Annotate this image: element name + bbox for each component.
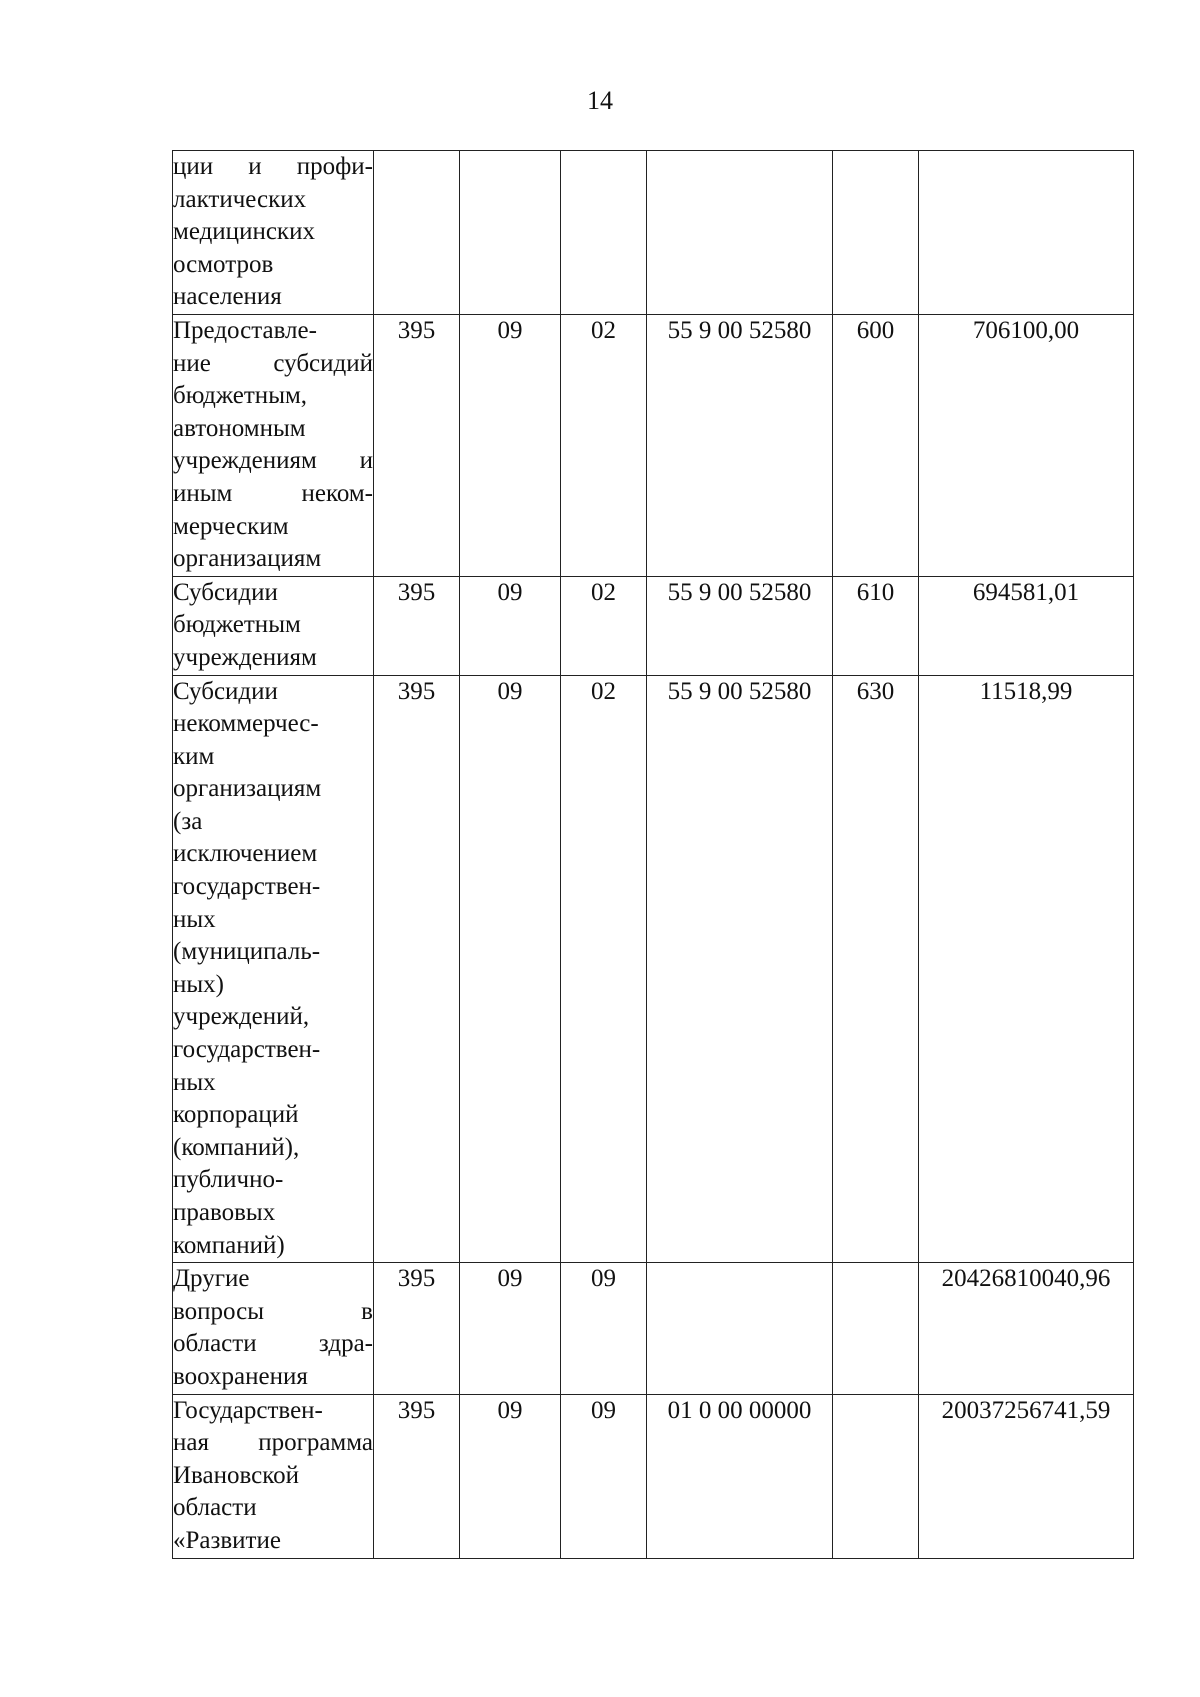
cell-item-name [173, 675, 374, 1263]
cell-amount: 20037256741,59 [919, 1394, 1134, 1558]
item-name-line: воохранения [173, 1362, 308, 1390]
item-name-line: лактических [173, 185, 307, 213]
item-name-line: ных) [173, 970, 225, 998]
item-name-line: учреждениям и [173, 447, 373, 475]
cell-expense-type: 600 [833, 314, 919, 576]
item-name-line: организациям [173, 775, 322, 803]
cell-admin-code [374, 151, 460, 315]
cell-subsection: 09 [561, 1394, 647, 1558]
item-name-line: ных [173, 1068, 216, 1096]
cell-item-name [173, 314, 374, 576]
cell-subsection: 02 [561, 675, 647, 1263]
cell-expense-type: 630 [833, 675, 919, 1263]
table-row [173, 576, 1134, 675]
item-name-line: корпораций [173, 1101, 299, 1129]
table-row [173, 314, 1134, 576]
cell-amount: 694581,01 [919, 576, 1134, 675]
cell-item-name [173, 1263, 374, 1394]
item-name-line: публично- [173, 1166, 284, 1194]
item-name-line: (муниципаль- [173, 938, 321, 966]
cell-item-name [173, 1394, 374, 1558]
cell-subsection: 02 [561, 576, 647, 675]
cell-item-name [173, 576, 374, 675]
cell-target-article [647, 151, 833, 315]
cell-amount: 20426810040,96 [919, 1263, 1134, 1394]
item-name-line: осмотров [173, 250, 274, 278]
item-name-line: компаний) [173, 1231, 285, 1259]
budget-table [172, 150, 1134, 1559]
item-name-line: Субсидии [173, 578, 278, 606]
cell-admin-code: 395 [374, 1263, 460, 1394]
table-row [173, 1394, 1134, 1558]
item-name-line: учреждений, [173, 1003, 310, 1031]
item-name-line: населения [173, 283, 282, 311]
item-name-line: ции и профи- [173, 153, 373, 180]
cell-amount: 706100,00 [919, 314, 1134, 576]
item-name-line: области здра- [173, 1330, 373, 1358]
item-name-line: Государствен- [173, 1396, 323, 1424]
item-name-line: правовых [173, 1199, 276, 1226]
cell-admin-code: 395 [374, 675, 460, 1263]
item-name-line: ние субсидий [173, 349, 373, 377]
cell-expense-type [833, 151, 919, 315]
cell-expense-type [833, 1263, 919, 1394]
cell-section: 09 [460, 314, 561, 576]
page-number: 14 [587, 86, 613, 115]
item-name-line: (компаний), [173, 1133, 300, 1161]
cell-amount: 11518,99 [919, 675, 1134, 1263]
table-row [173, 675, 1134, 1263]
item-name-line: автономным [173, 414, 306, 442]
cell-expense-type [833, 1394, 919, 1558]
cell-section [460, 151, 561, 315]
table-body [173, 151, 1134, 1559]
cell-section: 09 [460, 576, 561, 675]
item-name-line: (за [173, 807, 203, 835]
item-name-line: организациям [173, 545, 322, 573]
item-name-line: Субсидии [173, 677, 278, 705]
cell-section: 09 [460, 1263, 561, 1394]
cell-subsection: 09 [561, 1263, 647, 1394]
item-name-line: государствен- [173, 1036, 321, 1064]
cell-expense-type: 610 [833, 576, 919, 675]
item-name-line: иным неком- [173, 479, 373, 507]
item-name-line: «Развитие [173, 1526, 281, 1554]
cell-target-article: 01 0 00 00000 [647, 1394, 833, 1558]
item-name-line: медицинских [173, 218, 315, 246]
table-row [173, 151, 1134, 315]
item-name-line: мерческим [173, 512, 289, 540]
cell-section: 09 [460, 675, 561, 1263]
cell-admin-code: 395 [374, 1394, 460, 1558]
cell-section: 09 [460, 1394, 561, 1558]
item-name-line: ных [173, 905, 216, 933]
cell-item-name [173, 151, 374, 315]
item-name-line: вопросы в [173, 1297, 373, 1325]
cell-subsection: 02 [561, 314, 647, 576]
cell-subsection [561, 151, 647, 315]
cell-amount [919, 151, 1134, 315]
item-name-line: учреждениям [173, 643, 317, 671]
item-name-line: Ивановской [173, 1461, 300, 1489]
cell-admin-code: 395 [374, 576, 460, 675]
item-name-line: бюджетным, [173, 382, 308, 410]
item-name-line: Другие [173, 1265, 250, 1293]
item-name-line: ная программа [173, 1429, 373, 1457]
item-name-line: ким [173, 742, 215, 770]
cell-target-article [647, 1263, 833, 1394]
cell-target-article: 55 9 00 52580 [647, 675, 833, 1263]
item-name-line: бюджетным [173, 611, 301, 639]
item-name-line: государствен- [173, 873, 321, 901]
cell-admin-code: 395 [374, 314, 460, 576]
cell-target-article: 55 9 00 52580 [647, 576, 833, 675]
item-name-line: Предоставле- [173, 316, 317, 344]
item-name-line: некоммерчес- [173, 710, 319, 738]
item-name-line: области [173, 1494, 257, 1522]
table-row [173, 1263, 1134, 1394]
cell-target-article: 55 9 00 52580 [647, 314, 833, 576]
item-name-line: исключением [173, 840, 318, 868]
